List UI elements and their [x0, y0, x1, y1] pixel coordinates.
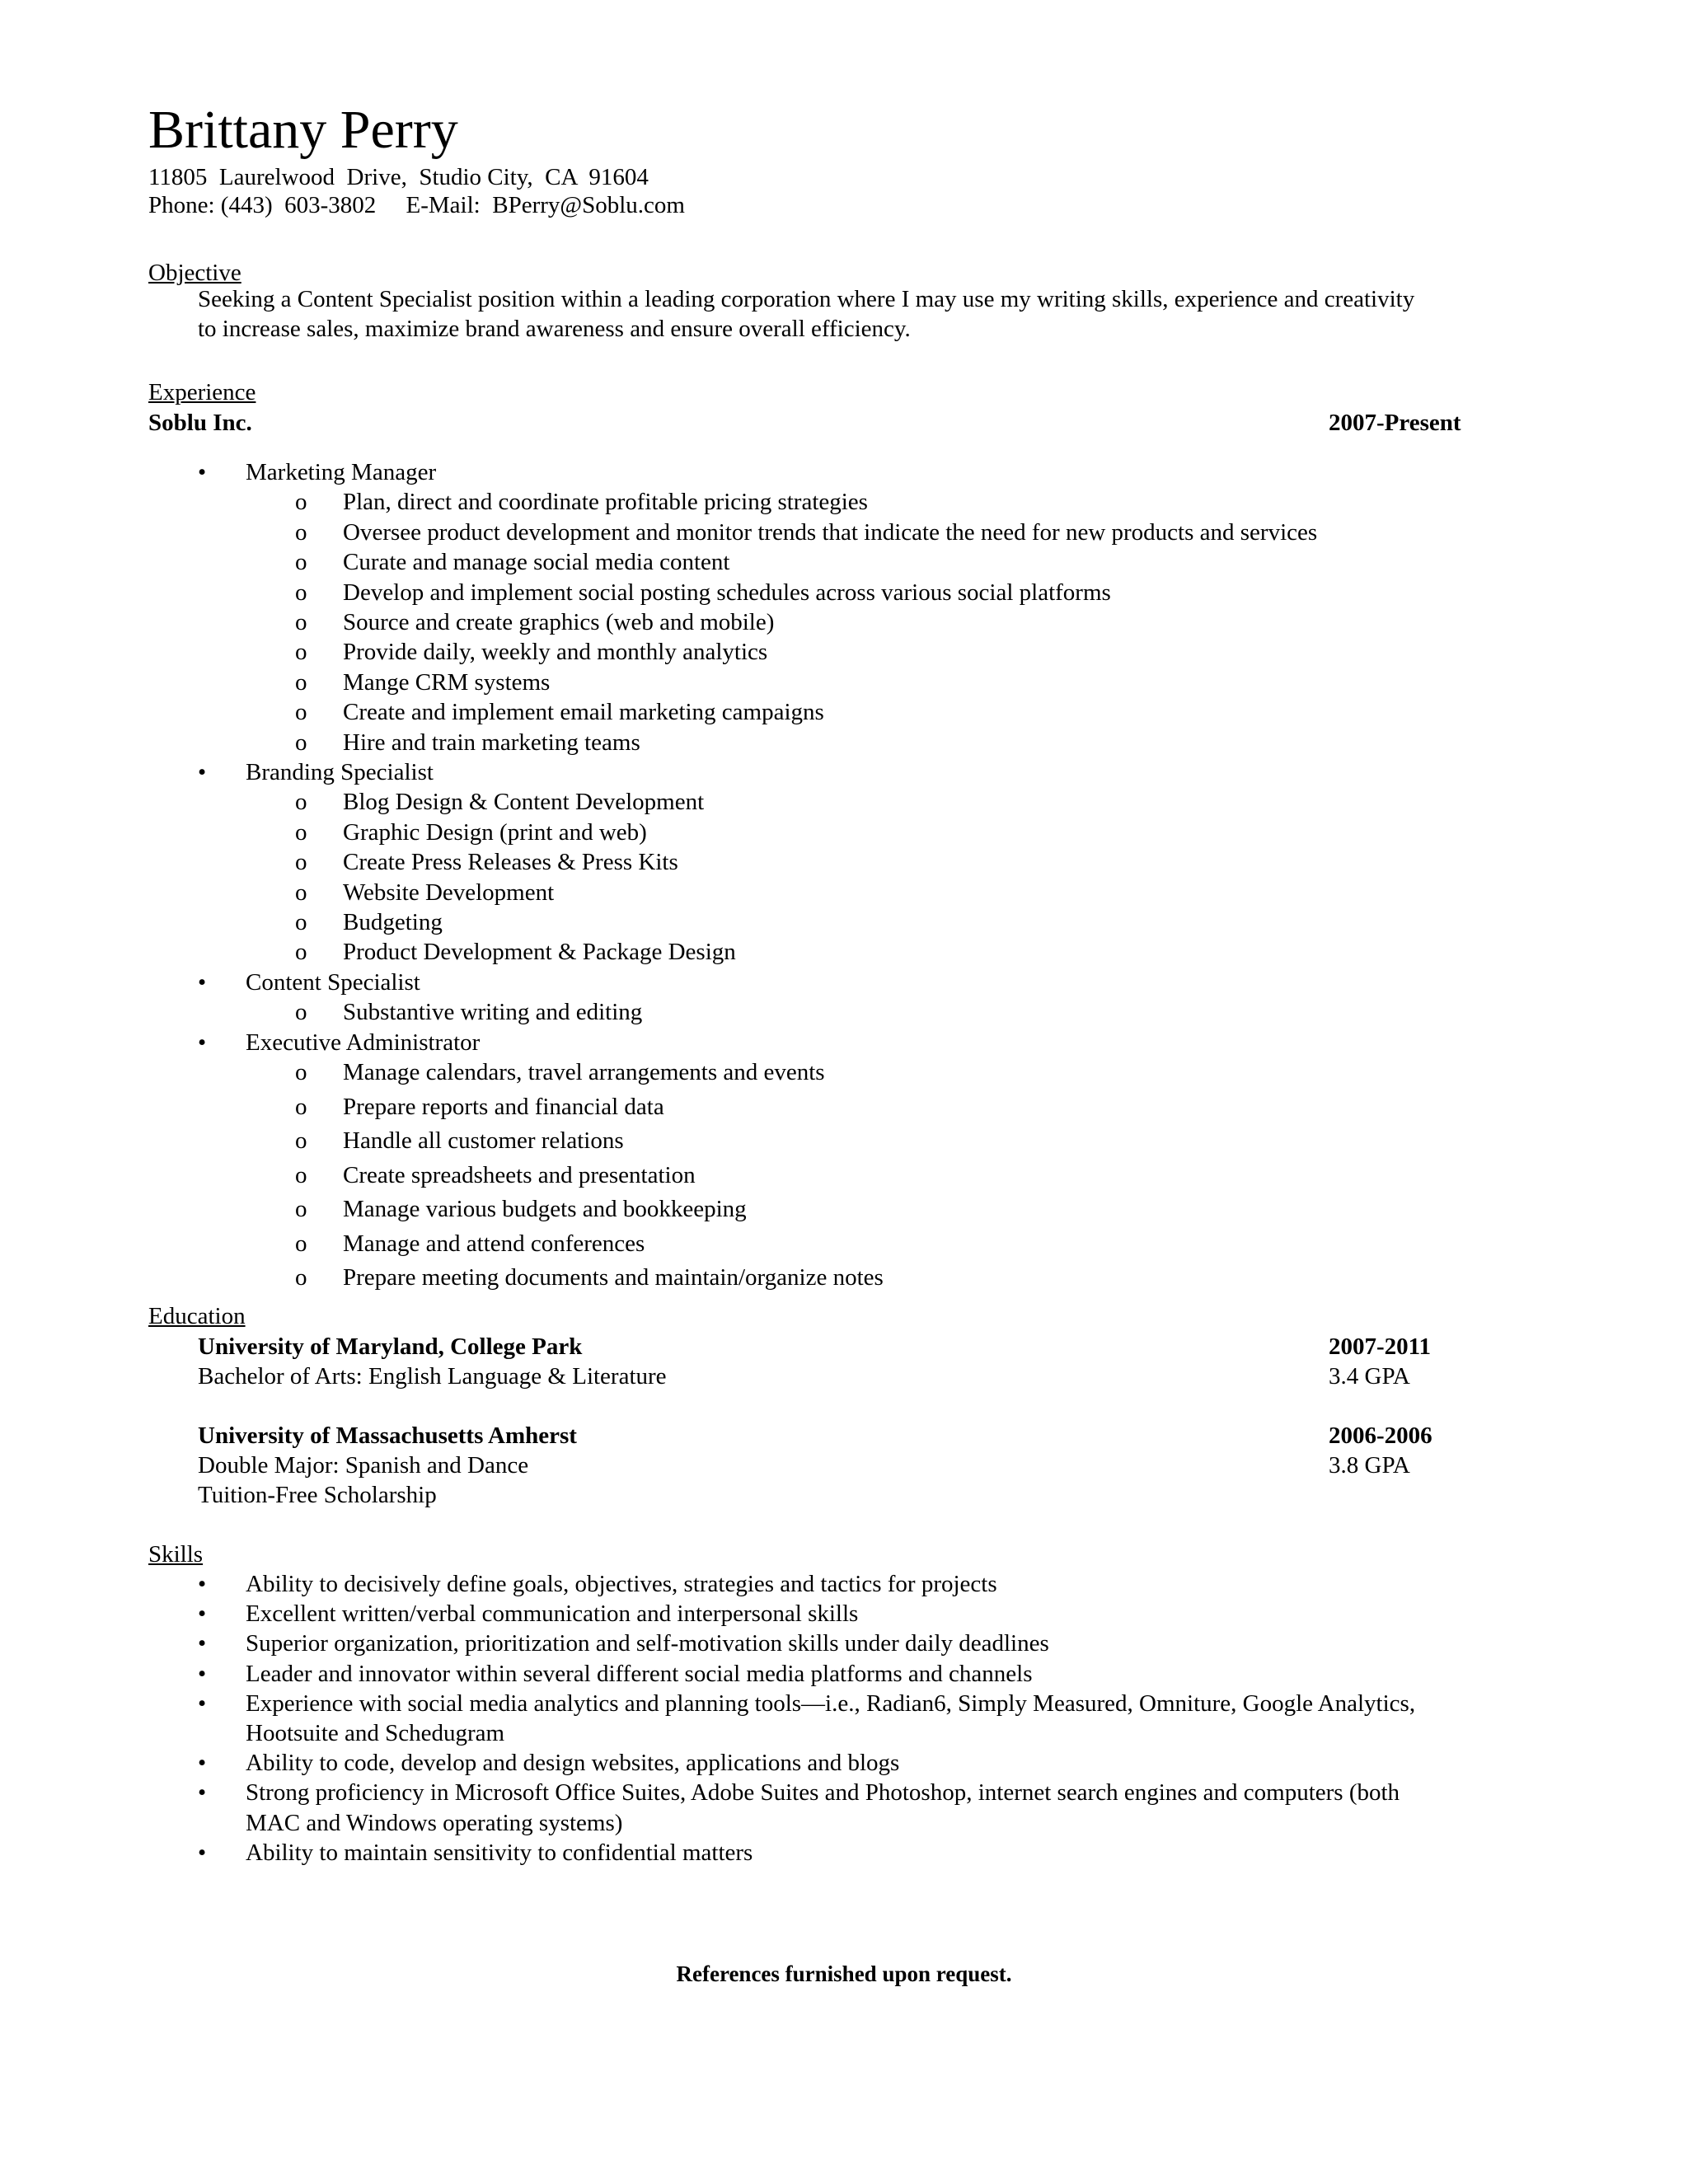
duty-item: Website Development [343, 879, 555, 906]
sub-bullet: o [295, 1264, 307, 1291]
sub-bullet: o [295, 609, 307, 635]
role-title: Content Specialist [246, 968, 420, 996]
duty-item: Create Press Releases & Press Kits [343, 849, 678, 876]
objective-line-2: to increase sales, maximize brand awareness and ensure overall efficiency. [198, 316, 911, 342]
school-2-scholarship: Tuition-Free Scholarship [198, 1482, 437, 1508]
skill-item: MAC and Windows operating systems) [246, 1809, 623, 1836]
duty-item: Manage calendars, travel arrangements and events [343, 1059, 825, 1085]
sub-bullet: o [295, 849, 307, 876]
objective-heading: Objective [148, 260, 241, 286]
skill-item: Experience with social media analytics and planning tools—i.e., Radian6, Simply Measured, Omniture, Google Analytics, [246, 1690, 1416, 1717]
sub-bullet: o [295, 579, 307, 606]
education-heading: Education [148, 1303, 246, 1329]
sub-bullet: o [295, 1127, 307, 1154]
sub-bullet: o [295, 999, 307, 1026]
role-title: Executive Administrator [246, 1029, 481, 1056]
skill-bullet: • [198, 1839, 207, 1866]
sub-bullet: o [295, 489, 307, 516]
duty-item: Hire and train marketing teams [343, 729, 640, 756]
skill-item: Hootsuite and Schedugram [246, 1720, 505, 1746]
company-name: Soblu Inc. [148, 410, 252, 436]
skill-item: Superior organization, prioritization and self-motivation skills under daily deadlines [246, 1630, 1049, 1657]
role-title: Marketing Manager [246, 459, 437, 485]
sub-bullet: o [295, 729, 307, 756]
sub-bullet: o [295, 1161, 307, 1188]
experience-heading: Experience [148, 379, 256, 405]
school-2-dates: 2006-2006 [1329, 1422, 1432, 1449]
sub-bullet: o [295, 939, 307, 966]
duty-item: Substantive writing and editing [343, 999, 643, 1026]
sub-bullet: o [295, 549, 307, 576]
sub-bullet: o [295, 1093, 307, 1120]
duty-item: Create spreadsheets and presentation [343, 1161, 696, 1188]
duty-item: Curate and manage social media content [343, 549, 730, 576]
skill-bullet: • [198, 1750, 207, 1777]
sub-bullet: o [295, 1230, 307, 1257]
references-note: References furnished upon request. [676, 1961, 1012, 1986]
address-line: 11805 Laurelwood Drive, Studio City, CA 91604 [148, 164, 649, 190]
skill-bullet: • [198, 1571, 207, 1597]
school-1-dates: 2007-2011 [1329, 1333, 1432, 1360]
skill-item: Strong proficiency in Microsoft Office Suites, Adobe Suites and Photoshop, internet search engines and computers (both [246, 1779, 1400, 1807]
duty-item: Prepare meeting documents and maintain/organize notes [343, 1264, 884, 1291]
sub-bullet: o [295, 879, 307, 906]
duty-item: Blog Design & Content Development [343, 789, 705, 816]
sub-bullet: o [295, 1059, 307, 1085]
skill-bullet: • [198, 1690, 207, 1717]
duty-item: Provide daily, weekly and monthly analytics [343, 639, 768, 666]
role-bullet: • [198, 459, 207, 485]
duty-item: Source and create graphics (web and mobile) [343, 609, 775, 635]
sub-bullet: o [295, 909, 307, 935]
sub-bullet: o [295, 1196, 307, 1222]
duty-item: Mange CRM systems [343, 668, 551, 696]
skill-bullet: • [198, 1779, 207, 1807]
school-2-gpa: 3.8 GPA [1329, 1452, 1410, 1479]
role-bullet: • [198, 968, 207, 996]
sub-bullet: o [295, 699, 307, 726]
sub-bullet: o [295, 518, 307, 546]
duty-item: Plan, direct and coordinate profitable pricing strategies [343, 489, 868, 516]
duty-item: Product Development & Package Design [343, 939, 736, 966]
duty-item: Manage and attend conferences [343, 1230, 645, 1257]
skill-bullet: • [198, 1660, 207, 1687]
skill-item: Ability to decisively define goals, objectives, strategies and tactics for projects [246, 1571, 997, 1597]
objective-line-1: Seeking a Content Specialist position within a leading corporation where I may use my writing skills, experience and creativity [198, 286, 1415, 312]
role-bullet: • [198, 1029, 207, 1056]
school-1-gpa: 3.4 GPA [1329, 1363, 1410, 1390]
skill-item: Leader and innovator within several different social media platforms and channels [246, 1660, 1033, 1687]
school-1-name: University of Maryland, College Park [198, 1333, 583, 1360]
phone-email-line: Phone: (443) 603-3802 E-Mail: BPerry@Soblu.com [148, 192, 685, 218]
duty-item: Handle all customer relations [343, 1127, 624, 1154]
objective-text [198, 284, 1550, 344]
sub-bullet: o [295, 639, 307, 666]
school-2-degree: Double Major: Spanish and Dance [198, 1452, 529, 1479]
sub-bullet: o [295, 789, 307, 816]
sub-bullet: o [295, 818, 307, 846]
duty-item: Create and implement email marketing campaigns [343, 699, 824, 726]
skill-item: Ability to code, develop and design websites, applications and blogs [246, 1750, 900, 1777]
duty-item: Manage various budgets and bookkeeping [343, 1196, 747, 1222]
skill-item: Ability to maintain sensitivity to confidential matters [246, 1839, 753, 1866]
candidate-name: Brittany Perry [148, 100, 458, 160]
school-1-degree: Bachelor of Arts: English Language & Literature [198, 1363, 667, 1390]
sub-bullet: o [295, 668, 307, 696]
company-dates: 2007-Present [1329, 410, 1461, 436]
skill-bullet: • [198, 1601, 207, 1628]
skills-heading: Skills [148, 1541, 204, 1568]
duty-item: Prepare reports and financial data [343, 1093, 664, 1120]
skill-bullet: • [198, 1630, 207, 1657]
school-2-name: University of Massachusetts Amherst [198, 1422, 577, 1449]
duty-item: Oversee product development and monitor trends that indicate the need for new products and services [343, 518, 1318, 546]
role-title: Branding Specialist [246, 759, 434, 785]
duty-item: Budgeting [343, 909, 443, 935]
skill-item: Excellent written/verbal communication and interpersonal skills [246, 1601, 859, 1628]
duty-item: Graphic Design (print and web) [343, 818, 647, 846]
duty-item: Develop and implement social posting schedules across various social platforms [343, 579, 1111, 606]
role-bullet: • [198, 759, 207, 785]
